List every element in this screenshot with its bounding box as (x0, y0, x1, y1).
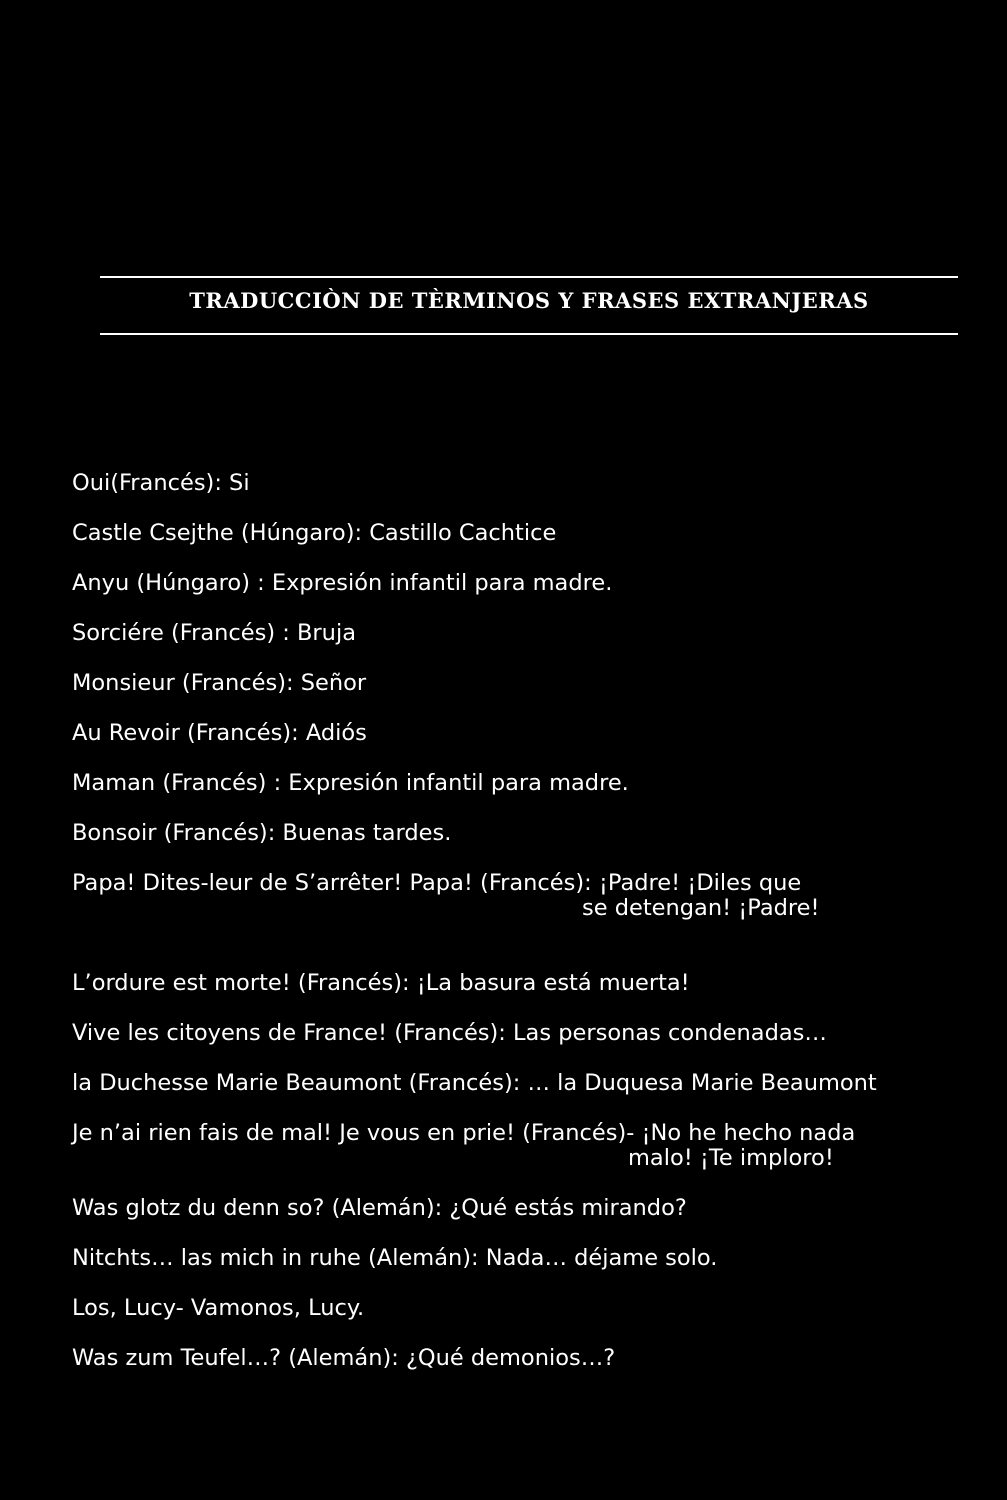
glossary-entry (72, 1196, 962, 1221)
glossary-entry (72, 571, 962, 596)
glossary-list (72, 471, 962, 1396)
entry-text: Castle Csejthe (Húngaro): Castillo Cachtice (72, 520, 557, 546)
entry-text: Oui(Francés): Si (72, 470, 250, 496)
page-title: TRADUCCIÒN DE TÈRMINOS Y FRASES EXTRANJERAS (189, 288, 869, 313)
title-bottom-rule (100, 333, 958, 335)
glossary-entry (72, 671, 962, 696)
entry-text: Monsieur (Francés): Señor (72, 670, 367, 696)
entry-text-continuation: malo! ¡Te imploro! (628, 1145, 834, 1171)
glossary-entry (72, 1021, 962, 1046)
glossary-entry (72, 1246, 962, 1271)
entry-text: Los, Lucy- Vamonos, Lucy. (72, 1295, 365, 1321)
title-top-rule (100, 276, 958, 278)
glossary-entry (72, 621, 962, 646)
glossary-entry (72, 721, 962, 746)
entry-text: Bonsoir (Francés): Buenas tardes. (72, 820, 452, 846)
entry-text: Sorciére (Francés) : Bruja (72, 620, 356, 646)
glossary-entry (72, 1121, 962, 1171)
entry-text: Nitchts… las mich in ruhe (Alemán): Nada… déjame solo. (72, 1245, 718, 1271)
entry-text: la Duchesse Marie Beaumont (Francés): … la Duquesa Marie Beaumont (72, 1070, 877, 1096)
glossary-entry (72, 1346, 962, 1371)
glossary-entry (72, 971, 962, 996)
entry-text: Au Revoir (Francés): Adiós (72, 720, 367, 746)
entry-text: Je n’ai rien fais de mal! Je vous en prie! (Francés)- ¡No he hecho nada (72, 1120, 856, 1146)
entry-text: Was glotz du denn so? (Alemán): ¿Qué estás mirando? (72, 1195, 687, 1221)
entry-text: L’ordure est morte! (Francés): ¡La basura está muerta! (72, 970, 690, 996)
glossary-entry (72, 1071, 962, 1096)
entry-text: Papa! Dites-leur de S’arrêter! Papa! (Francés): ¡Padre! ¡Diles que (72, 870, 802, 896)
entry-text: Anyu (Húngaro) : Expresión infantil para madre. (72, 570, 613, 596)
entry-text-continuation: se detengan! ¡Padre! (582, 895, 820, 921)
entry-text: Was zum Teufel…? (Alemán): ¿Qué demonios…? (72, 1345, 616, 1371)
glossary-entry (72, 1296, 962, 1321)
entry-text: Maman (Francés) : Expresión infantil para madre. (72, 770, 629, 796)
glossary-entry (72, 471, 962, 496)
entry-text: Vive les citoyens de France! (Francés): Las personas condenadas… (72, 1020, 827, 1046)
glossary-entry (72, 871, 962, 921)
glossary-entry (72, 821, 962, 846)
glossary-entry (72, 771, 962, 796)
glossary-entry (72, 521, 962, 546)
